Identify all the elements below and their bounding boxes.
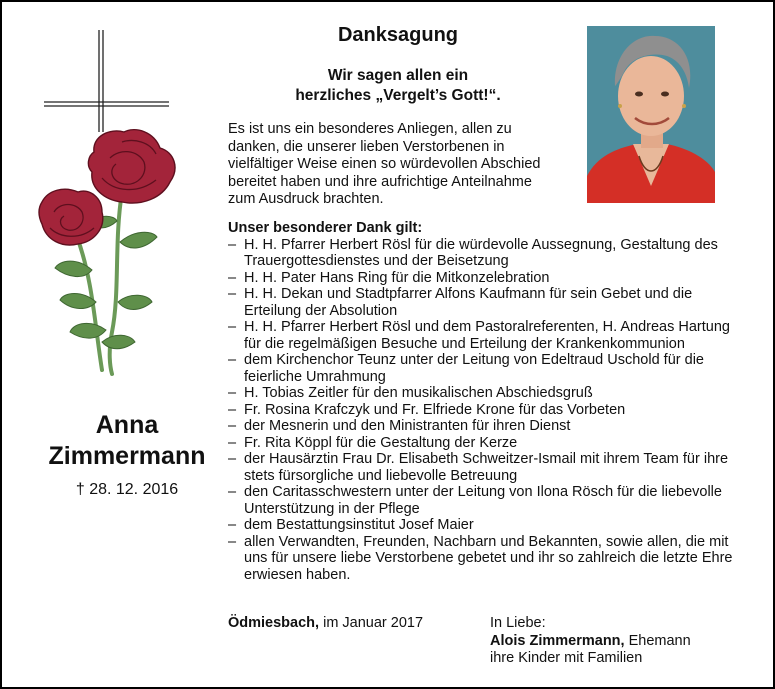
signature-name: Alois Zimmermann, xyxy=(490,632,625,649)
deceased-first-name: Anna xyxy=(95,411,159,439)
roses-illustration xyxy=(2,2,202,392)
thanks-item: – der Hausärztin Frau Dr. Elisabeth Schweitzer-Ismail mit ihrem Team für ihre stets fürsorgliche und liebevolle Betreuung xyxy=(228,451,748,484)
thanks-item: – H. H. Pfarrer Herbert Rösl für die würdevolle Aussegnung, Gestaltung des Trauergottesdienstes und der Beisetzung xyxy=(228,237,748,270)
thanks-item: – Fr. Rita Köppl für die Gestaltung der Kerze xyxy=(228,435,748,452)
thanks-heading: Unser besonderer Dank gilt: xyxy=(228,220,423,236)
greeting xyxy=(228,66,568,106)
notice-title: Danksagung xyxy=(337,24,459,46)
death-date: † 28. 12. 2016 xyxy=(75,481,179,498)
thanks-item: – den Caritasschwestern unter der Leitung von Ilona Rösch für die liebevolle Unterstützung in der Pflege xyxy=(228,484,748,517)
signature-family: ihre Kinder mit Familien xyxy=(490,650,643,666)
place: Ödmiesbach, xyxy=(228,615,320,631)
thanks-section xyxy=(228,220,748,583)
thanks-item: – H. Tobias Zeitler für den musikalischen Abschiedsgruß xyxy=(228,385,748,402)
thanks-item: – der Mesnerin und den Ministranten für ihren Dienst xyxy=(228,418,748,435)
signature-intro: In Liebe: xyxy=(490,615,546,631)
signature-relation: Ehemann xyxy=(624,632,691,649)
intro-paragraph: Es ist uns ein besonderes Anliegen, allen zu danken, die unserer lieben Verstorbenen in vielfältiger Weise einen so würdevollen Abschied bereitet haben und ihre aufrichtige Anteilnahme zum Ausdruck brachten. xyxy=(228,121,541,208)
portrait-photo xyxy=(587,26,715,203)
thanks-item: – dem Bestattungsinstitut Josef Maier xyxy=(228,517,748,534)
thanks-list xyxy=(228,237,748,584)
thanks-item: – H. H. Pater Hans Ring für die Mitkonzelebration xyxy=(228,270,748,287)
thanks-item: – H. H. Dekan und Stadtpfarrer Alfons Kaufmann für sein Gebet und die Erteilung der Absolution xyxy=(228,286,748,319)
deceased-name xyxy=(22,410,232,472)
deceased-last-name: Zimmermann xyxy=(48,442,206,470)
place-date xyxy=(228,615,423,631)
greeting-line-2: herzliches „Vergelt’s Gott!“. xyxy=(295,87,501,104)
greeting-line-1: Wir sagen allen ein xyxy=(327,67,469,84)
signature-block xyxy=(490,615,691,668)
thanks-item: – dem Kirchenchor Teunz unter der Leitung von Edeltraud Uschold für die feierliche Umrahmung xyxy=(228,352,748,385)
signature-main xyxy=(490,633,691,651)
thanks-item: – H. H. Pfarrer Herbert Rösl und dem Pastoralreferenten, H. Andreas Hartung für die regelmäßigen Besuche und Erteilung der Krankenkommunion xyxy=(228,319,748,352)
thanks-item: – allen Verwandten, Freunden, Nachbarn und Bekannten, sowie allen, die mit uns für unsere liebe Verstorbene gebetet und ihr so zahlreich die letzte Ehre erwiesen haben. xyxy=(228,534,748,584)
thanks-item: – Fr. Rosina Krafczyk und Fr. Elfriede Krone für das Vorbeten xyxy=(228,402,748,419)
date: im Januar 2017 xyxy=(319,615,424,631)
